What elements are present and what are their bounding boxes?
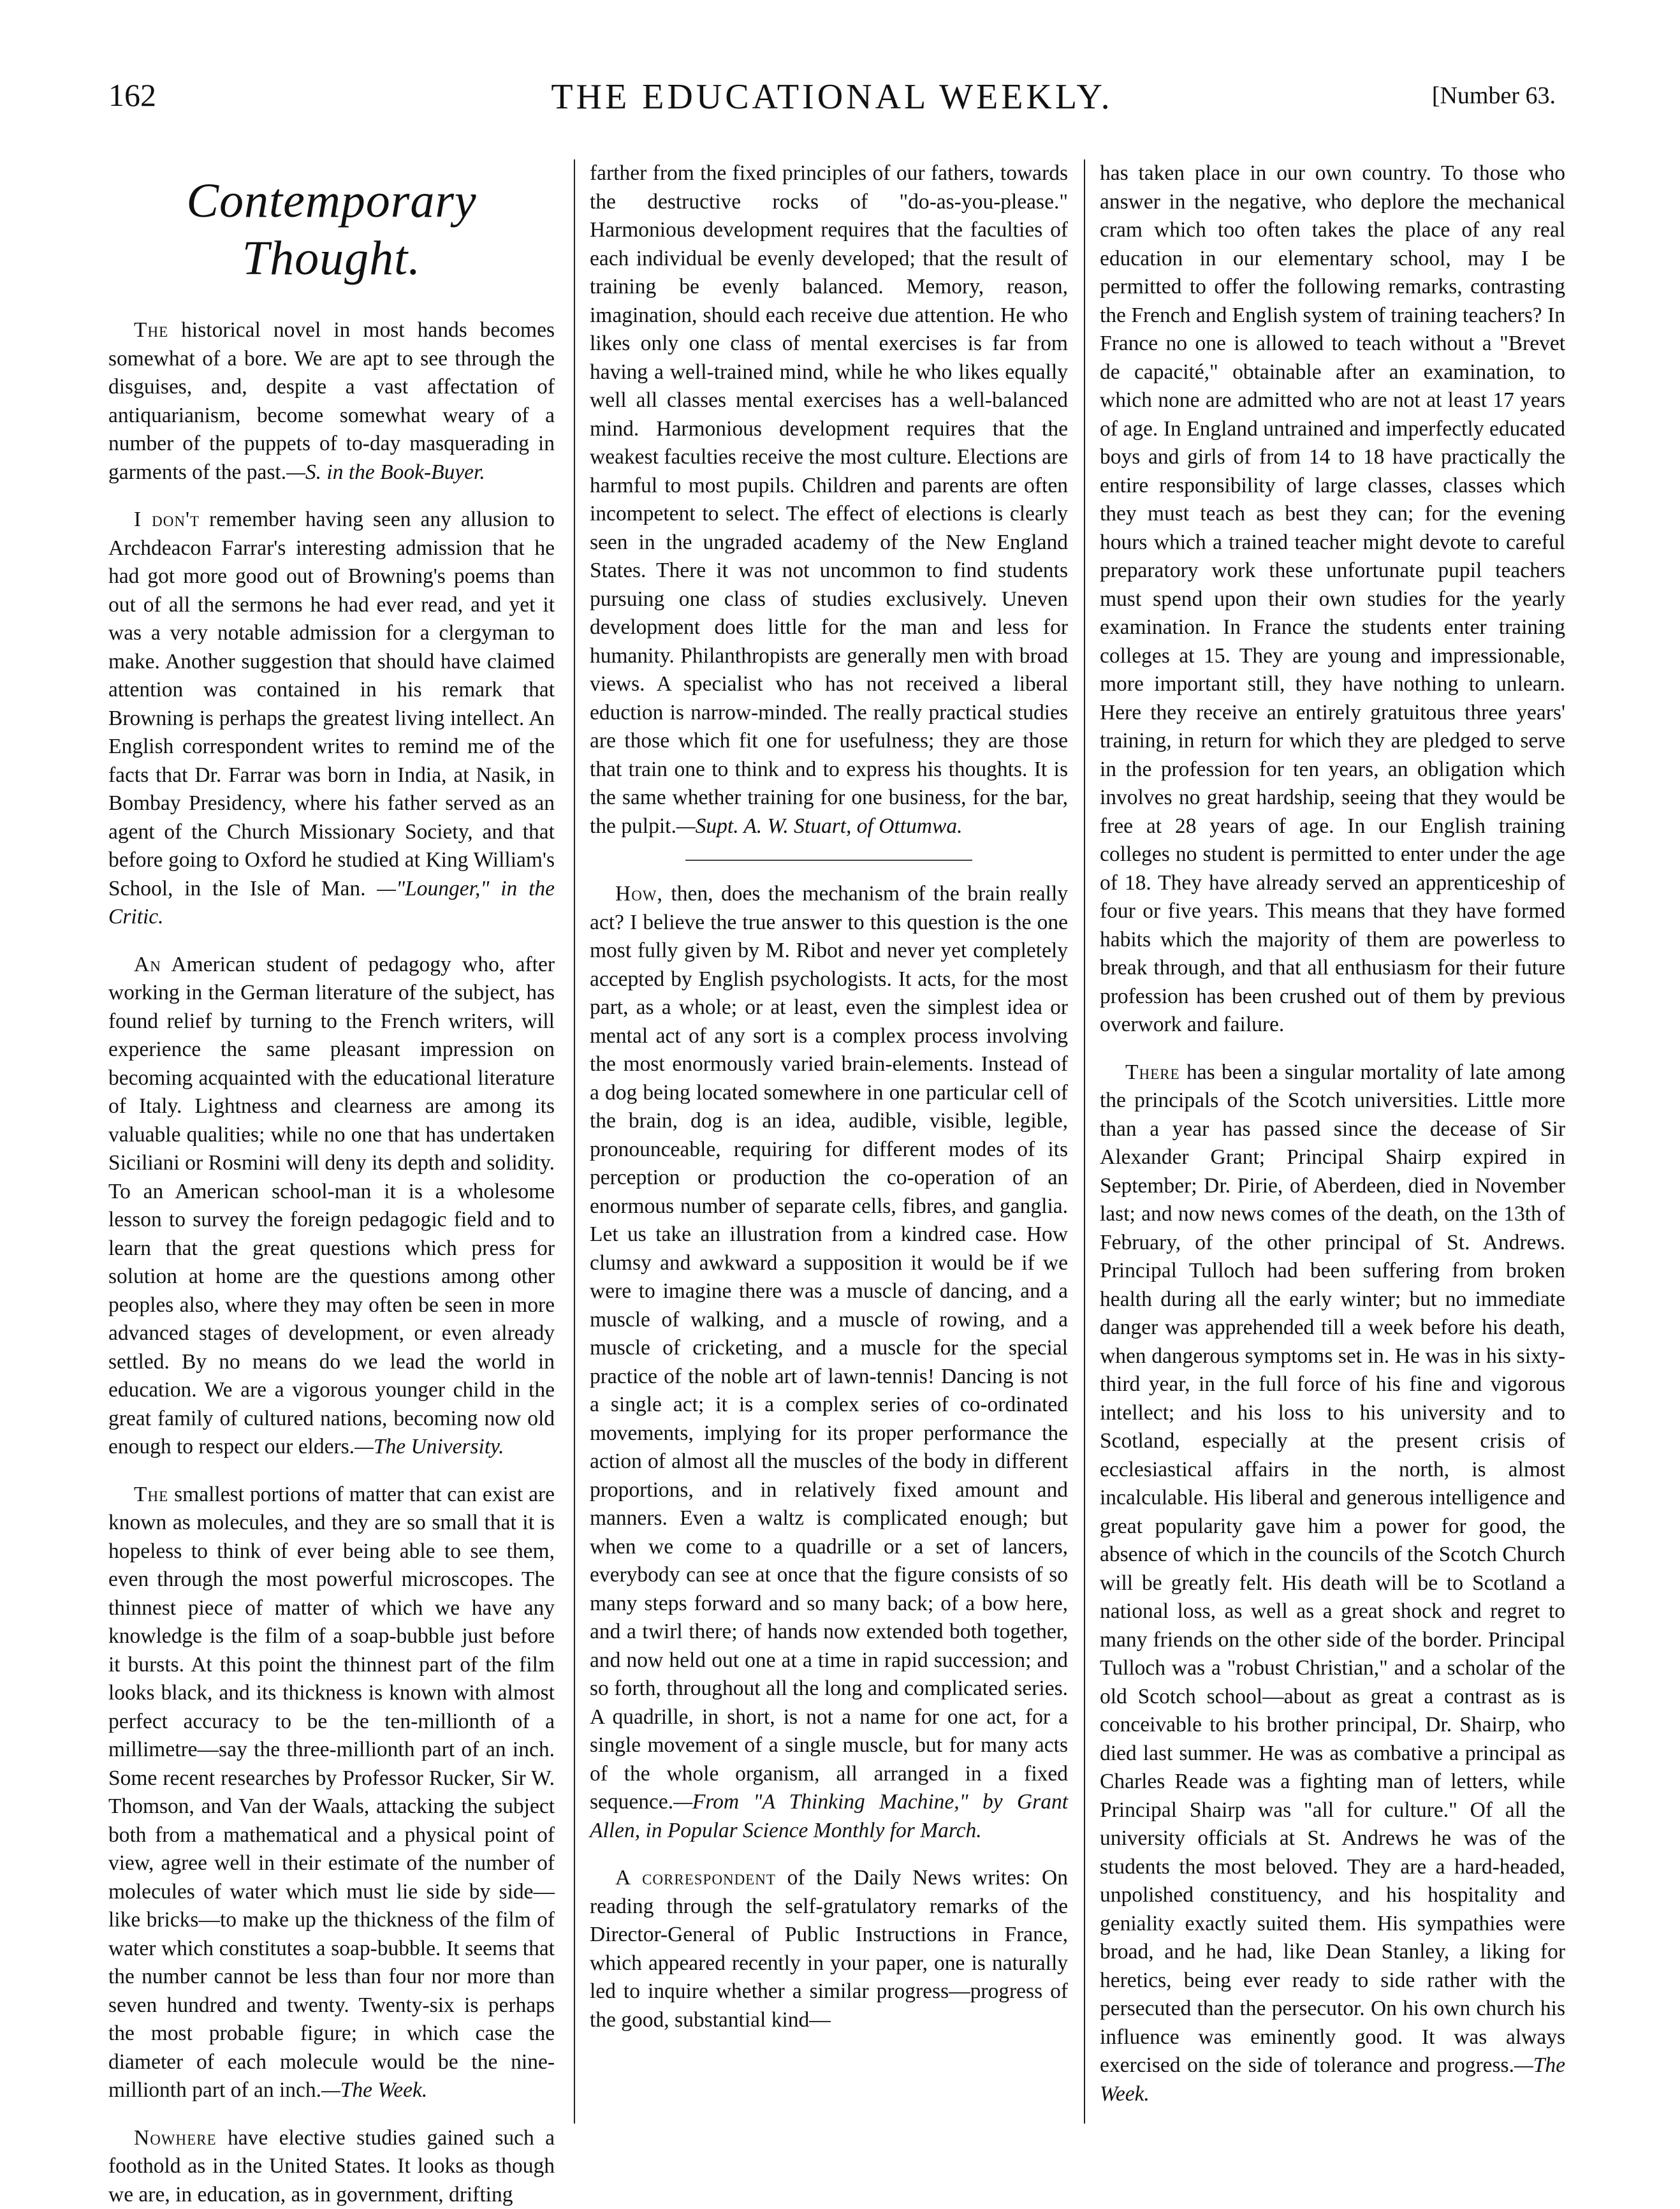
running-title: THE EDUCATIONAL WEEKLY. bbox=[108, 77, 1556, 117]
column-rule-right bbox=[1084, 159, 1085, 2124]
column-rule-left bbox=[574, 159, 575, 2124]
article-paragraph bbox=[1100, 159, 1565, 1039]
page-header bbox=[108, 77, 1556, 128]
lead-word: The bbox=[134, 318, 168, 342]
article-paragraph bbox=[1100, 1059, 1565, 2109]
paragraph-text: American student of pedagogy who, after working in the German literature of the subject, has found relief by turning to the French writers, will experience the same pleasant impression on becoming acquainted with the educational literature of Italy. Lightness and clearness are among its valuable qualities; while no one that has undertaken Siciliani or Rosmini will deny its depth and solidity. To an American school-man it is a wholesome lesson to survey the foreign pedagogic field and to learn that the great questions which press for solution at home are the questions among other peoples also, where they may often be seen in more advanced stages of development, or even already settled. By no means do we lead the world in education. We are a vigorous younger child in the great family of cultured nations, becoming now old enough to respect our elders. bbox=[108, 953, 555, 1459]
lead-word: The bbox=[134, 1483, 168, 1506]
column-1 bbox=[108, 159, 555, 2124]
paragraph-text: smallest portions of matter that can exist are known as molecules, and they are so small that it is hopeless to think of ever being able to see them, even through the most powerful microscopes. The thinnest piece of matter of which we have any knowledge is the film of a soap-bubble just before it bursts. At this point the thinnest part of the film looks black, and its thickness is known with almost perfect accuracy to be the ten-millionth of a millimetre—say the three-millionth part of an inch. Some recent researches by Professor Rucker, Sir W. Thomson, and Van der Waals, attacking the subject both from a mathematical and a physical point of view, agree well in their estimate of the number of molecules of water which must lie side by side—like bricks—to make up the thickness of the film of water which constitutes a soap-bubble. It seems that the number cannot be less than four nor more than seven hundred and twenty. Twenty-six is perhaps the most probable figure; in which case the diameter of each molecule would be the nine-millionth part of an inch. bbox=[108, 1483, 555, 2103]
article-paragraph bbox=[108, 1481, 555, 2105]
section-title: Contemporary Thought. bbox=[108, 172, 555, 287]
lead-word: Nowhere bbox=[134, 2126, 217, 2150]
column-3 bbox=[1100, 159, 1565, 2124]
page-number: 162 bbox=[108, 77, 156, 114]
source-credit: —The University. bbox=[354, 1435, 504, 1458]
paragraph-text: has taken place in our own country. To those who answer in the negative, who deplore the mechanical cram which too often takes the place of any real education in our elementary school, may I be permitted to offer the following remarks, contrasting the French and English system of training teachers? In France no one is allowed to teach without a "Brevet de capacité," obtainable after an examination, to which none are admitted who are not at least 17 years of age. In England untrained and imperfectly educated boys and girls of from 14 to 18 have practically the entire responsibility of large classes, classes which they must teach as best they can; for the evening hours which a trained teacher might devote to careful preparatory work these unfortunate pupil teachers must spend upon their own studies for the yearly examination. In France the students enter training colleges at 15. They are young and impressionable, more important still, they have nothing to unlearn. Here they receive an entirely gratuitous three years' training, in return for which they are pledged to serve in the profession for ten years, an obligation which involves no great hardship, seeing that they would be free at 28 years of age. In our English training colleges no student is permitted to enter under the age of 18. They have already served an apprenticeship of four or five years. This means that they have formed habits which the majority of them are powerless to break through, and that all enthusiasm for their future profession has been crushed out of them by previous overwork and failure. bbox=[1100, 161, 1565, 1036]
article-paragraph bbox=[108, 2124, 555, 2209]
source-credit: —From "A Thinking Machine," by Grant Allen, in Popular Science Monthly for March. bbox=[590, 1790, 1068, 1842]
paragraph-text: historical novel in most hands becomes somewhat of a bore. We are apt to see through the disguises, and, despite a vast affectation of antiquarianism, become somewhat weary of a number of the puppets of to-day masquerading in garments of the past. bbox=[108, 318, 555, 484]
lead-word: A correspondent bbox=[615, 1866, 776, 1890]
paragraph-text: then, does the mechanism of the brain really act? I believe the true answer to this question is the one most fully given by M. Ribot and never yet completely accepted by English psychologists. It acts, for the most part, as a whole; or at least, even the simplest idea or mental act of any sort is a complex process involving the most enormously varied brain-elements. Instead of a dog being located somewhere in one particular cell of the brain, dog is an idea, audible, visible, legible, pronounceable, requiring for different modes of its perception or production the co-operation of an enormous number of separate cells, fibres, and ganglia. Let us take an illustration from a kindred case. How clumsy and awkward a supposition it would be if we were to imagine there was a muscle of dancing, and a muscle of walking, and a muscle of rowing, and a muscle of cricketing, and a muscle for the special practice of the noble art of lawn-tennis! Dancing is not a single act; it is a complex series of co-ordinated movements, implying for its proper performance the action of almost all the muscles of the body in different proportions, and in relatively fixed amount and manners. Even a waltz is complicated enough; but when we come to a quadrille or a set of lancers, everybody can see at once that the figure consists of so many steps forward and so many back; of a bow here, and a twirl there; of hands now extended both together, and now held out one at a time in rapid succession; and so forth, throughout all the long and complicated series. A quadrille, in short, is not a name for one act, for a single movement of a single muscle, but for many acts of the whole organism, all arranged in a fixed sequence. bbox=[590, 882, 1068, 1814]
lead-word: How, bbox=[615, 882, 663, 906]
paragraph-text: have elective studies gained such a foothold as in the United States. It looks as though we are, in education, as in government, drifting bbox=[108, 2126, 555, 2206]
article-paragraph bbox=[108, 316, 555, 487]
column-2 bbox=[590, 159, 1068, 2124]
lead-word: There bbox=[1125, 1060, 1180, 1084]
source-credit: —Supt. A. W. Stuart, of Ottumwa. bbox=[676, 814, 963, 838]
lead-word: An bbox=[134, 953, 161, 976]
article-paragraph bbox=[590, 880, 1068, 1845]
source-credit: —S. in the Book-Buyer. bbox=[286, 460, 485, 484]
paragraph-text: remember having seen any allusion to Archdeacon Farrar's interesting admission that he had got more good out of Browning's poems than out of all the sermons he had ever read, and yet it was a very notable admission for a clergyman to make. Another suggestion that should have claimed attention was contained in his remark that Browning is perhaps the greatest living intellect. An English correspondent writes to remind me of the facts that Dr. Farrar was born in India, at Nasik, in Bombay Presidency, where his father served as an agent of the Church Missionary Society, and that before going to Oxford he studied at King William's School, in the Isle of Man. bbox=[108, 508, 555, 900]
article-paragraph bbox=[590, 1864, 1068, 2034]
issue-number: [Number 63. bbox=[1432, 82, 1556, 110]
lead-word: I don't bbox=[134, 508, 200, 531]
paragraph-text: of the Daily News writes: On reading through the self-gratulatory remarks of the Director-General of Public Instructions in France, which appeared recently in your paper, one is naturally led to inquire whether a similar progress—progress of the good, substantial kind— bbox=[590, 1866, 1068, 2032]
source-credit: —"Lounger," in the Critic. bbox=[108, 877, 555, 929]
article-paragraph bbox=[108, 951, 555, 1462]
article-paragraph bbox=[590, 159, 1068, 840]
paragraph-text: farther from the fixed principles of our fathers, towards the destructive rocks of "do-as-you-please." Harmonious development requires that the faculties of each individual be evenly developed; that the result of training be evenly balanced. Memory, reason, imagination, should each receive due attention. He who likes only one class of mental exercises is far from having a well-trained mind, while he who likes equally well all classes mental exercises has a well-balanced mind. Harmonious development requires that the weakest faculties receive the most culture. Elections are harmful to most pupils. Children and parents are often incompetent to select. The effect of elections is clearly seen in the ungraded academy of the New England States. There it was not uncommon to find students pursuing one class of studies exclusively. Uneven development does little for the man and less for humanity. Philanthropists are generally men with broad views. A specialist who has not received a liberal eduction is narrow-minded. The really practical studies are those which fit one for usefulness; they are those that train one to think and to express his thoughts. It is the same whether training for one business, for the bar, the pulpit. bbox=[590, 161, 1068, 838]
paragraph-text: has been a singular mortality of late among the principals of the Scotch universities. Little more than a year has passed since the decease of Sir Alexander Grant; Principal Shairp expired in September; Dr. Pirie, of Aberdeen, died in November last; and now news comes of the death, on the 13th of February, of the other principal of St. Andrews. Principal Tulloch had been suffering from broken health during all the early winter; but no immediate danger was apprehended till a week before his death, when dangerous symptoms set in. He was in his sixty-third year, in the full force of his fine and vigorous intellect; and his loss to his university and to Scotland, especially at the present crisis of ecclesiastical affairs in the north, is almost incalculable. His liberal and generous intelligence and great popularity gave him a power for good, the absence of which in the councils of the Scotch Church will be greatly felt. His death will be to Scotland a national loss, as well as a great shock and regret to many friends on the other side of the border. Principal Tulloch was a "robust Christian," and a scholar of the old Scotch school—about as great a contrast as is conceivable to his brother principal, Dr. Shairp, who died last summer. He was as combative a principal as Charles Reade was a fighting man of letters, while Principal Shairp was "all for culture." Of all the university officials at St. Andrews he was of the students the most beloved. They are a hard-headed, unpolished constituency, and his hospitality and geniality exactly suited them. His sympathies were broad, and he had, like Dean Stanley, a liking for heretics, being ever ready to side rather with the persecuted than the persecutor. On his own church his influence was eminently good. It was always exercised on the side of tolerance and progress. bbox=[1100, 1060, 1565, 2078]
article-divider bbox=[685, 860, 972, 861]
article-paragraph bbox=[108, 506, 555, 932]
source-credit: —The Week. bbox=[321, 2078, 427, 2102]
source-credit: —The Week. bbox=[1100, 2053, 1565, 2106]
